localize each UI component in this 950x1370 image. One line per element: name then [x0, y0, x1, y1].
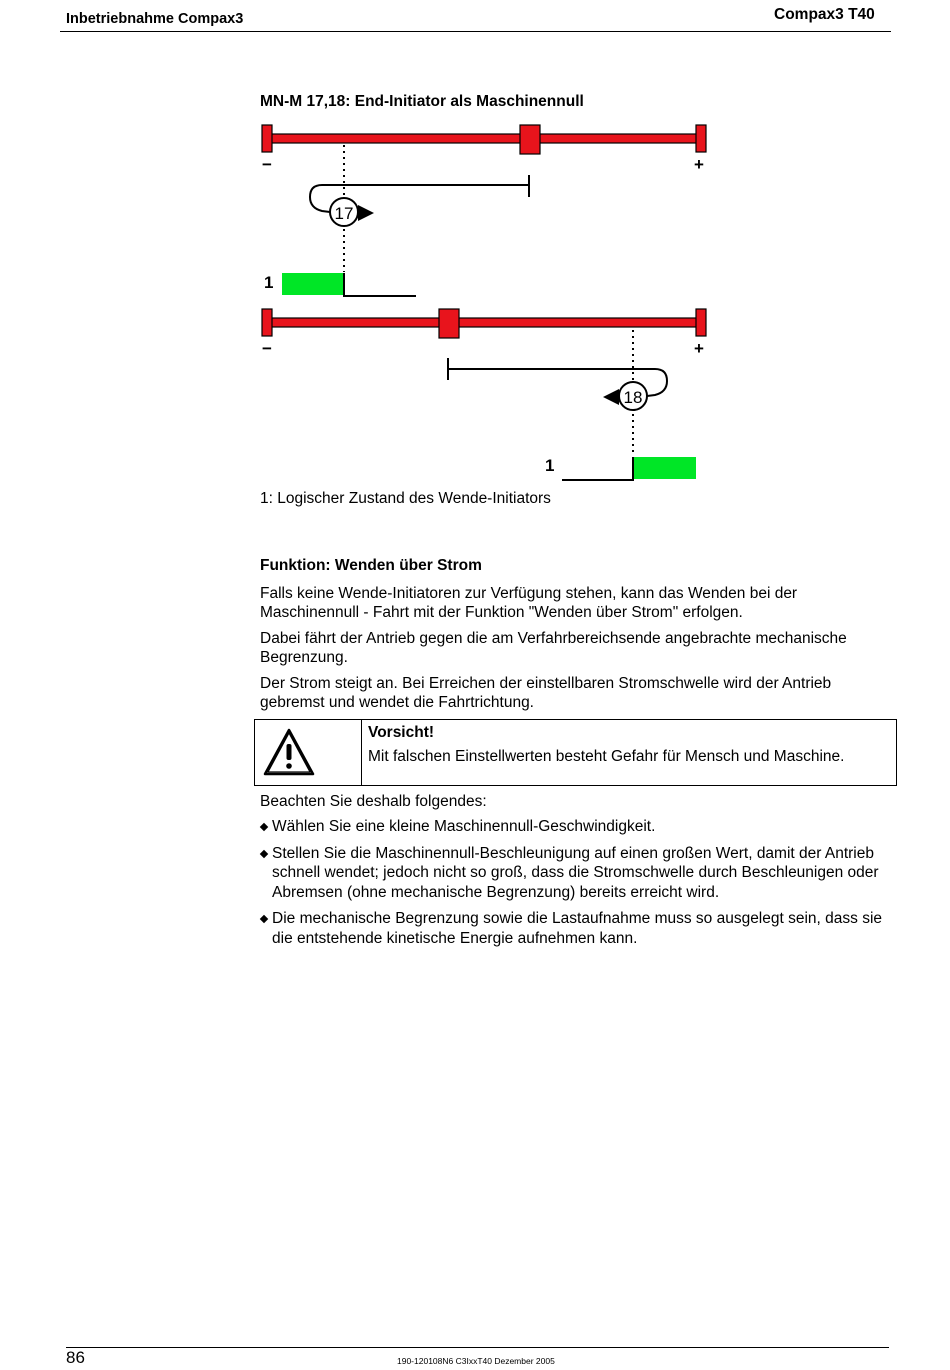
warning-icon-cell: [255, 720, 362, 785]
warning-box: [254, 719, 897, 786]
upper-right-limit: [696, 125, 706, 152]
diagram-caption: 1: Logischer Zustand des Wende-Initiators: [260, 490, 551, 507]
upper-left-limit: [262, 125, 272, 152]
paragraph: Der Strom steigt an. Bei Erreichen der einstellbaren Stromschwelle wird der Antrieb gebremst und wendet die Fahrtrichtung.: [260, 674, 832, 711]
upper-plus-sign: +: [694, 155, 704, 174]
running-header-left: Inbetriebnahme Compax3: [66, 11, 244, 27]
homing-diagram: [0, 0, 950, 520]
warning-message: Mit falschen Einstellwerten besteht Gefahr für Mensch und Maschine.: [368, 748, 845, 765]
upper-signal-line: [344, 273, 416, 296]
upper-axis: [262, 125, 706, 296]
paragraph: Dabei fährt der Antrieb gegen die am Verfahrbereichsende angebrachte mechanische Begrenzung.: [260, 629, 847, 666]
upper-carriage: [520, 125, 540, 154]
list-item: [260, 844, 900, 903]
intro-text: Beachten Sie deshalb folgendes:: [260, 792, 487, 810]
upper-mode-number: 17: [334, 204, 354, 223]
bullet-list: [260, 817, 900, 948]
section-heading: Funktion: Wenden über Strom: [260, 557, 482, 574]
bullet-diamond-icon: [260, 915, 268, 923]
list-item-text: Wählen Sie eine kleine Maschinennull-Geschwindigkeit.: [272, 818, 656, 835]
list-item: [260, 909, 900, 948]
lower-minus-sign: −: [262, 339, 272, 358]
diagram-title: MN-M 17,18: End-Initiator als Maschinennull: [260, 93, 584, 110]
page-number: 86: [66, 1348, 85, 1367]
lower-carriage: [439, 309, 459, 338]
lower-signal-label: 1: [545, 456, 555, 475]
lower-right-limit: [696, 309, 706, 336]
lower-axis: [262, 309, 706, 480]
lower-left-limit: [262, 309, 272, 336]
paragraph: Falls keine Wende-Initiatoren zur Verfügung stehen, kann das Wenden bei der Maschinennull - Fahrt mit der Funktion "Wenden über Strom" erfolgen.: [260, 584, 798, 621]
lower-signal-line: [562, 457, 633, 480]
lower-signal-high: [634, 457, 696, 479]
bullet-diamond-icon: [260, 823, 268, 831]
upper-track-bar: [266, 134, 702, 143]
list-item-text: Stellen Sie die Maschinennull-Beschleunigung auf einen großen Wert, damit der Antrieb schnell wendet; jedoch nicht so groß, dass die Stromschwelle durch Beschleunigen oder Abremsen (ohne mechanische Begrenzung) bereits erreicht wird.: [272, 844, 879, 901]
document-reference: 190-120108N6 C3IxxT40 Dezember 2005: [397, 1356, 555, 1366]
bullet-diamond-icon: [260, 849, 268, 857]
running-header-right: Compax3 T40: [774, 6, 875, 23]
upper-minus-sign: −: [262, 155, 272, 174]
warning-title: Vorsicht!: [368, 723, 435, 741]
list-item: [260, 817, 900, 837]
upper-signal-high: [282, 273, 344, 295]
warning-text-cell: [362, 720, 844, 785]
lower-plus-sign: +: [694, 339, 704, 358]
lower-track-bar: [266, 318, 702, 327]
upper-signal-label: 1: [264, 273, 274, 292]
footer-rule: [66, 1347, 889, 1348]
list-item-text: Die mechanische Begrenzung sowie die Lastaufnahme muss so ausgelegt sein, dass sie die entstehende kinetische Energie aufnehmen kann.: [272, 910, 883, 947]
warning-triangle-icon: [263, 727, 315, 777]
content-section: [260, 556, 900, 955]
lower-mode-number: 18: [623, 388, 643, 407]
